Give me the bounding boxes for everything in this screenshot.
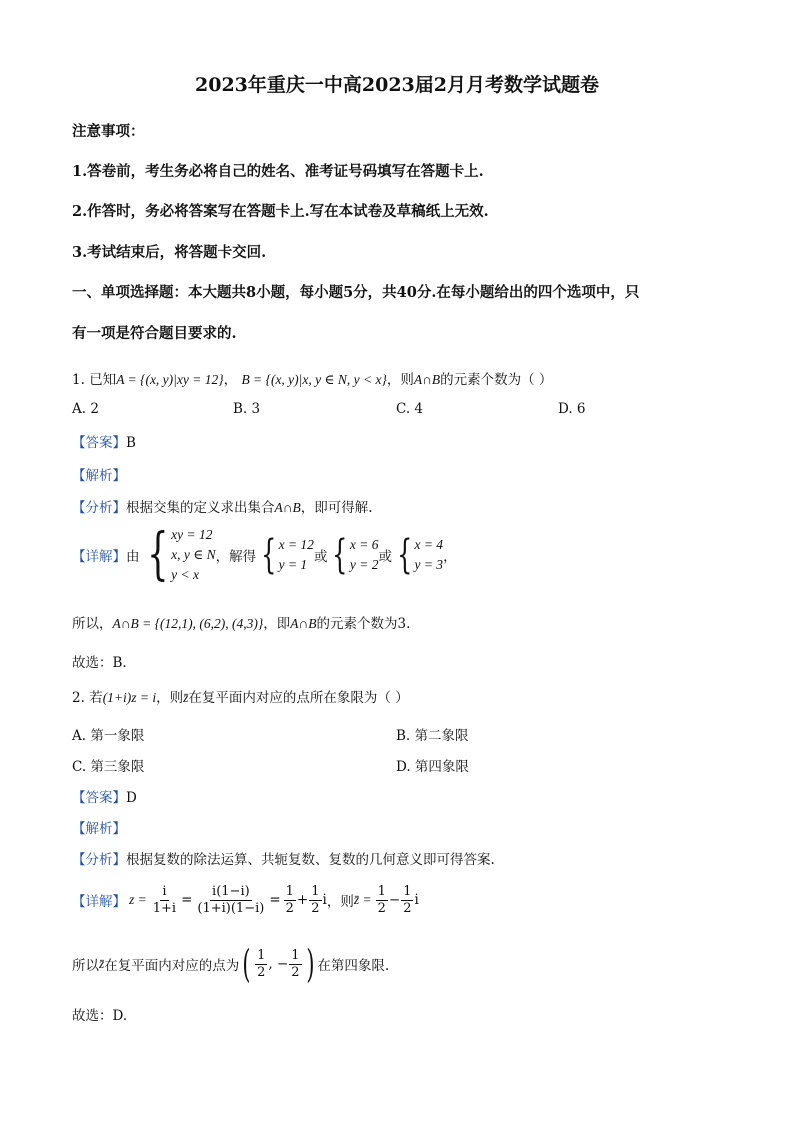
denominator: 2: [257, 964, 266, 980]
conjugate-symbol: z̄: [183, 690, 189, 705]
xiangjie-text: ，则: [326, 894, 354, 910]
conclusion-line: [72, 942, 389, 986]
left-brace: {: [397, 532, 413, 578]
notice-item-1: 1.答卷前，考生务必将自己的姓名、准考证号码填写在答题卡上.: [72, 163, 484, 180]
numerator: i: [162, 883, 167, 899]
equation: (1+i)z = i: [102, 690, 157, 705]
left-brace: {: [332, 532, 348, 578]
intersection-expression: A∩B: [290, 616, 317, 631]
question-text: 已知: [89, 372, 117, 388]
equation: x = 4: [414, 537, 444, 552]
conclusion-text: 的元素个数为3.: [316, 616, 411, 632]
numerator: 1: [403, 883, 412, 899]
question-1-stem: [72, 368, 552, 388]
denominator: 2: [311, 900, 320, 916]
solution-1: [279, 535, 314, 575]
fraction: [284, 885, 296, 916]
fenxi-line: [72, 848, 495, 868]
conclusion-text: 所以: [72, 958, 99, 974]
conclusion-text: 在第四象限.: [317, 958, 390, 974]
xiangjie-tag: 【详解】: [72, 894, 126, 910]
left-brace: {: [146, 522, 169, 587]
answer-tag: 【答案】: [72, 790, 126, 806]
conclusion-text: ，即: [263, 616, 291, 632]
conclusion-line: [72, 612, 410, 632]
section-heading-line1: 一、单项选择题：本大题共8小题，每小题5分，共40分.在每小题给出的四个选项中，只: [72, 284, 640, 301]
fenxi-line: [72, 496, 373, 516]
xiangjie-tag: 【详解】: [72, 549, 126, 565]
option-a: A. 2: [72, 401, 99, 417]
equals-sign: =: [181, 892, 193, 908]
minus-sign: −: [388, 892, 401, 908]
equation: y < x: [171, 567, 199, 582]
fenxi-tag: 【分析】: [72, 500, 126, 516]
separator: ，: [443, 549, 457, 565]
answer-line: [72, 786, 137, 806]
plus-sign: +: [296, 892, 309, 908]
intersection-expression: A∩B: [413, 372, 441, 387]
choice-statement: 故选：B.: [72, 655, 127, 671]
imaginary-unit: i: [322, 892, 327, 908]
denominator: 2: [285, 900, 294, 916]
question-number: 1.: [72, 372, 85, 388]
xiangjie-line: [72, 522, 457, 588]
or-text: 或: [313, 549, 328, 565]
notice-heading: 注意事项：: [72, 123, 145, 140]
xiangjie-text: ，解得: [215, 549, 257, 565]
xiangjie-text: 由: [126, 549, 140, 565]
denominator: 2: [291, 964, 300, 980]
solution-2: [350, 535, 379, 575]
fenxi-text: 根据复数的除法运算、共轭复数、复数的几何意义即可得答案.: [126, 852, 495, 868]
choice-statement: 故选：D.: [72, 1008, 128, 1024]
equation: x, y ∈ N: [171, 547, 216, 562]
numerator: i(1−i): [212, 883, 250, 899]
intersection-expression: A∩B: [274, 500, 301, 515]
or-text: 或: [378, 549, 392, 565]
fraction: [195, 885, 266, 916]
conclusion-text: 在复平面内对应的点为: [104, 958, 240, 974]
fraction: [376, 885, 388, 916]
option-b: B. 3: [233, 401, 261, 417]
numerator: 1: [257, 947, 266, 963]
left-paren: (: [242, 942, 251, 986]
equation: xy = 12: [171, 527, 213, 542]
fraction: [255, 949, 267, 980]
equation: x = 6: [349, 537, 379, 552]
option-d: D. 第四象限: [396, 759, 469, 775]
jiexi-tag: 【解析】: [72, 821, 126, 837]
right-paren: ): [305, 942, 315, 986]
equation: z =: [129, 892, 147, 907]
intersection-result: A∩B = {(12,1), (6,2), (4,3)}: [112, 616, 264, 631]
notice-item-2: 2.作答时，务必将答案写在答题卡上.写在本试卷及草稿纸上无效.: [72, 203, 489, 220]
question-text: ，则: [386, 372, 414, 388]
fraction: [401, 885, 413, 916]
option-c: C. 4: [396, 401, 424, 417]
numerator: 1: [285, 883, 294, 899]
denominator: 2: [377, 900, 386, 916]
fenxi-tag: 【分析】: [72, 852, 126, 868]
equation: z̄ =: [353, 892, 372, 907]
conjugate-symbol: z̄: [99, 956, 105, 971]
option-b: B. 第二象限: [396, 728, 469, 744]
set-b-expression: B = {(x, y)|x, y ∈ N, y < x}: [241, 372, 387, 387]
question-2-stem: [72, 686, 409, 706]
set-a-expression: A = {(x, y)|xy = 12}: [116, 372, 224, 387]
jiexi-tag: 【解析】: [72, 468, 126, 484]
fraction: [309, 885, 321, 916]
equation: y = 1: [278, 557, 308, 572]
denominator: (1+i)(1−i): [197, 900, 265, 916]
question-text: 的元素个数为（ ）: [440, 372, 553, 388]
option-c: C. 第三象限: [72, 759, 145, 775]
xiangjie-line: [72, 878, 419, 922]
solution-3: [414, 535, 443, 575]
answer-value: D: [126, 790, 137, 806]
fraction: [289, 949, 301, 980]
question-text: 若: [89, 690, 103, 706]
question-text: 在复平面内对应的点所在象限为（ ）: [188, 690, 409, 706]
fraction: [151, 885, 178, 916]
section-heading-line2: 有一项是符合题目要求的.: [72, 325, 237, 342]
fenxi-text: 根据交集的定义求出集合: [126, 500, 275, 516]
equation: y = 2: [349, 557, 379, 572]
page-title: 2023年重庆一中高2023届2月月考数学试题卷: [195, 74, 599, 96]
denominator: 1+i: [152, 900, 177, 916]
notice-item-3: 3.考试结束后，将答题卡交回.: [72, 244, 267, 261]
question-number: 2.: [72, 690, 85, 706]
numerator: 1: [291, 947, 300, 963]
numerator: 1: [377, 883, 386, 899]
separator: , −: [268, 956, 289, 972]
option-d: D. 6: [558, 401, 586, 417]
numerator: 1: [311, 883, 320, 899]
question-text: ，则: [156, 690, 184, 706]
answer-value: B: [126, 435, 136, 451]
equals-sign: =: [269, 892, 281, 908]
equation: x = 12: [278, 537, 314, 552]
option-a: A. 第一象限: [72, 728, 145, 744]
separator: ，: [223, 372, 238, 388]
imaginary-unit: i: [414, 892, 419, 908]
fenxi-text: ，即可得解.: [300, 500, 373, 516]
answer-line: [72, 431, 136, 451]
equation: y = 3: [414, 557, 444, 572]
conclusion-text: 所以，: [72, 616, 113, 632]
equation-system: [171, 525, 215, 585]
answer-tag: 【答案】: [72, 435, 126, 451]
denominator: 2: [403, 900, 412, 916]
left-brace: {: [261, 532, 277, 578]
